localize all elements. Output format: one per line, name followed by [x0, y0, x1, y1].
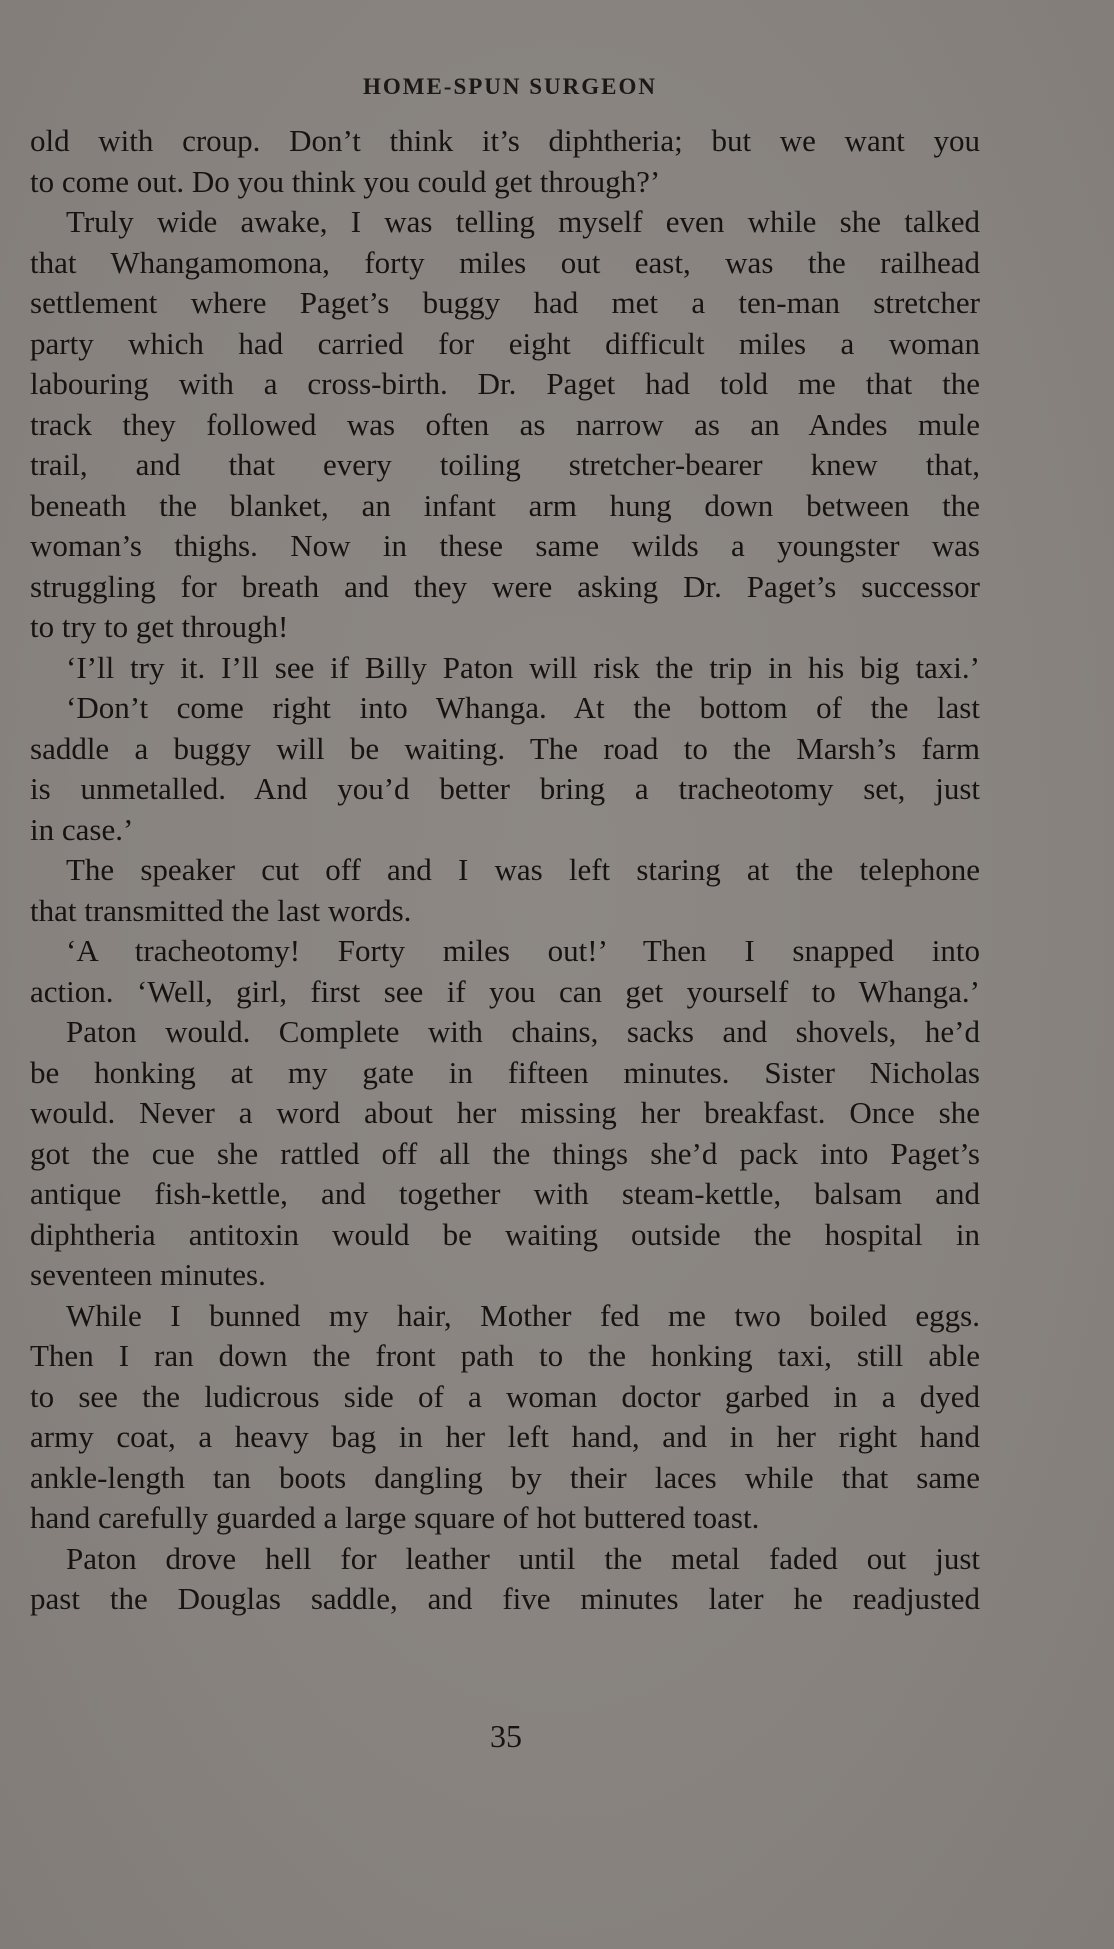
text-line: beneath the blanket, an infant arm hung down between the: [30, 487, 980, 523]
page-number: 35: [490, 1718, 522, 1754]
text-line: in case.’: [30, 811, 134, 847]
text-line: be honking at my gate in fifteen minutes. Sister Nicholas: [30, 1054, 980, 1090]
text-line: diphtheria antitoxin would be waiting outside the hospital in: [30, 1216, 980, 1252]
text-line: to see the ludicrous side of a woman doctor garbed in a dyed: [30, 1378, 980, 1414]
text-line: got the cue she rattled off all the things she’d pack into Paget’s: [30, 1135, 980, 1171]
text-line: track they followed was often as narrow as an Andes mule: [30, 406, 980, 442]
text-line: action. ‘Well, girl, first see if you can get yourself to Whanga.’: [30, 973, 980, 1009]
running-head: HOME-SPUN SURGEON: [362, 74, 658, 99]
text-line: ‘A tracheotomy! Forty miles out!’ Then I snapped into: [66, 933, 980, 968]
text-line: army coat, a heavy bag in her left hand, and in her right hand: [30, 1419, 980, 1454]
text-line: The speaker cut off and I was left staring at the telephone: [66, 852, 980, 887]
text-line: antique fish-kettle, and together with steam-kettle, balsam and: [30, 1176, 980, 1211]
text-line: is unmetalled. And you’d better bring a tracheotomy set, just: [30, 771, 980, 806]
text-line: labouring with a cross-birth. Dr. Paget had told me that the: [30, 366, 980, 401]
text-line: struggling for breath and they were asking Dr. Paget’s successor: [30, 568, 980, 604]
text-line: saddle a buggy will be waiting. The road to the Marsh’s farm: [30, 730, 980, 766]
text-line: old with croup. Don’t think it’s diphtheria; but we want you: [30, 123, 980, 158]
text-line: Then I ran down the front path to the honking taxi, still able: [30, 1338, 980, 1373]
text-line: woman’s thighs. Now in these same wilds a youngster was: [30, 528, 980, 563]
text-line: Paton would. Complete with chains, sacks and shovels, he’d: [66, 1014, 980, 1049]
text-line: seventeen minutes.: [30, 1257, 266, 1292]
text-line: that Whangamomona, forty miles out east, was the railhead: [30, 244, 980, 280]
text-line: past the Douglas saddle, and five minutes later he readjusted: [30, 1581, 980, 1616]
text-line: ankle-length tan boots dangling by their laces while that same: [30, 1459, 980, 1495]
text-line: Truly wide awake, I was telling myself even while she talked: [66, 204, 980, 239]
text-line: Paton drove hell for leather until the metal faded out just: [66, 1540, 980, 1576]
text-line: that transmitted the last words.: [30, 892, 412, 928]
text-line: to try to get through!: [30, 609, 289, 644]
text-line: settlement where Paget’s buggy had met a ten-man stretcher: [30, 285, 980, 320]
text-line: hand carefully guarded a large square of hot buttered toast.: [30, 1500, 760, 1535]
text-line: would. Never a word about her missing her breakfast. Once she: [30, 1095, 980, 1130]
text-line: While I bunned my hair, Mother fed me two boiled eggs.: [66, 1297, 980, 1333]
body-text: [30, 121, 980, 1620]
text-line: trail, and that every toiling stretcher-bearer knew that,: [30, 447, 980, 482]
text-line: to come out. Do you think you could get through?’: [30, 163, 661, 199]
text-line: party which had carried for eight difficult miles a woman: [30, 325, 980, 361]
text-line: ‘I’ll try it. I’ll see if Billy Paton will risk the trip in his big taxi.’: [66, 649, 980, 685]
text-line: ‘Don’t come right into Whanga. At the bottom of the last: [66, 690, 980, 725]
